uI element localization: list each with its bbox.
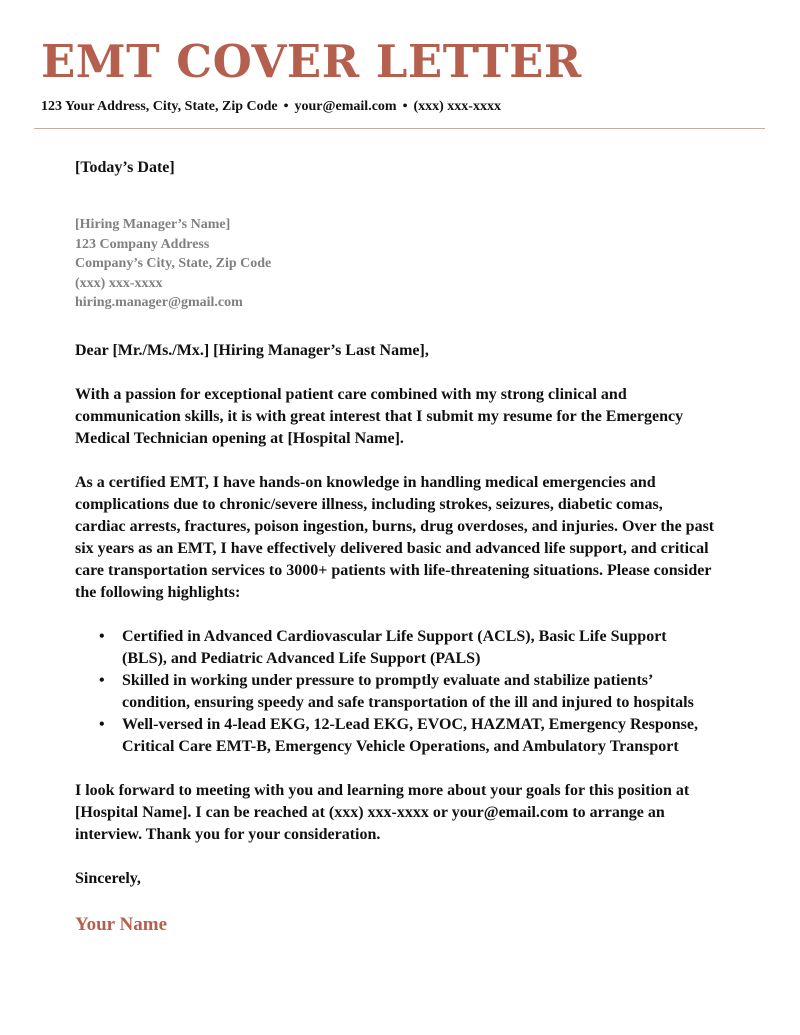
list-item bbox=[99, 670, 715, 714]
list-item bbox=[99, 714, 715, 758]
recipient-phone: (xxx) xxx-xxxx bbox=[75, 275, 163, 291]
recipient-block bbox=[75, 215, 715, 313]
contact-address: 123 Your Address, City, State, Zip Code bbox=[41, 99, 278, 114]
recipient-email: hiring.manager@gmail.com bbox=[75, 295, 243, 310]
salutation: Dear [Mr./Ms./Mx.] [Hiring Manager’s Last Name], bbox=[75, 341, 429, 359]
header-divider bbox=[34, 128, 765, 129]
contact-email: your@email.com bbox=[294, 99, 397, 114]
recipient-name: [Hiring Manager’s Name] bbox=[75, 217, 231, 232]
bullet-icon: • bbox=[99, 627, 105, 645]
highlight-text: Well-versed in 4-lead EKG, 12-Lead EKG, EVOC, HAZMAT, Emergency Response, Critical Care EMT-B, Emergency Vehicle Operations, and Ambulatory Transport bbox=[122, 715, 698, 755]
letter-date: [Today’s Date] bbox=[75, 159, 175, 176]
highlights-list bbox=[75, 626, 715, 758]
paragraph-experience: As a certified EMT, I have hands-on knowledge in handling medical emergencies and complications due to chronic/severe illness, including strokes, seizures, diabetic comas, cardiac arrests, fractures, poison ingestion, burns, drug overdoses, and injuries. Over the past six years as an EMT, I have effectively delivered basic and advanced life support, and critical care transportation services to 3000+ patients with life-threatening situations. Please consider the following highlights: bbox=[75, 473, 715, 601]
contact-phone: (xxx) xxx-xxxx bbox=[413, 99, 501, 114]
recipient-city: Company’s City, State, Zip Code bbox=[75, 256, 272, 271]
closing: Sincerely, bbox=[75, 869, 141, 887]
recipient-address: 123 Company Address bbox=[75, 236, 210, 252]
bullet-icon: • bbox=[99, 715, 105, 733]
contact-separator: • bbox=[283, 99, 289, 114]
bullet-icon: • bbox=[99, 671, 105, 689]
letter-body bbox=[75, 157, 715, 938]
signature-name: Your Name bbox=[75, 913, 168, 935]
highlight-text: Skilled in working under pressure to promptly evaluate and stabilize patients’ condition, ensuring speedy and safe transportation of the ill and injured to hospitals bbox=[122, 671, 694, 711]
list-item bbox=[99, 626, 715, 670]
highlight-text: Certified in Advanced Cardiovascular Life Support (ACLS), Basic Life Support (BLS), and Pediatric Advanced Life Support (PALS) bbox=[122, 627, 667, 667]
letter-title: EMT COVER LETTER bbox=[41, 35, 582, 88]
paragraph-intro: With a passion for exceptional patient care combined with my strong clinical and communication skills, it is with great interest that I submit my resume for the Emergency Medical Technician opening at [Hospital Name]. bbox=[75, 385, 684, 447]
contact-line bbox=[41, 98, 501, 116]
contact-separator: • bbox=[402, 99, 408, 114]
paragraph-closing: I look forward to meeting with you and learning more about your goals for this position at [Hospital Name]. I can be reached at (xxx) xxx-xxxx or your@email.com to arrange an interview. Thank you for your consideration. bbox=[75, 781, 690, 843]
